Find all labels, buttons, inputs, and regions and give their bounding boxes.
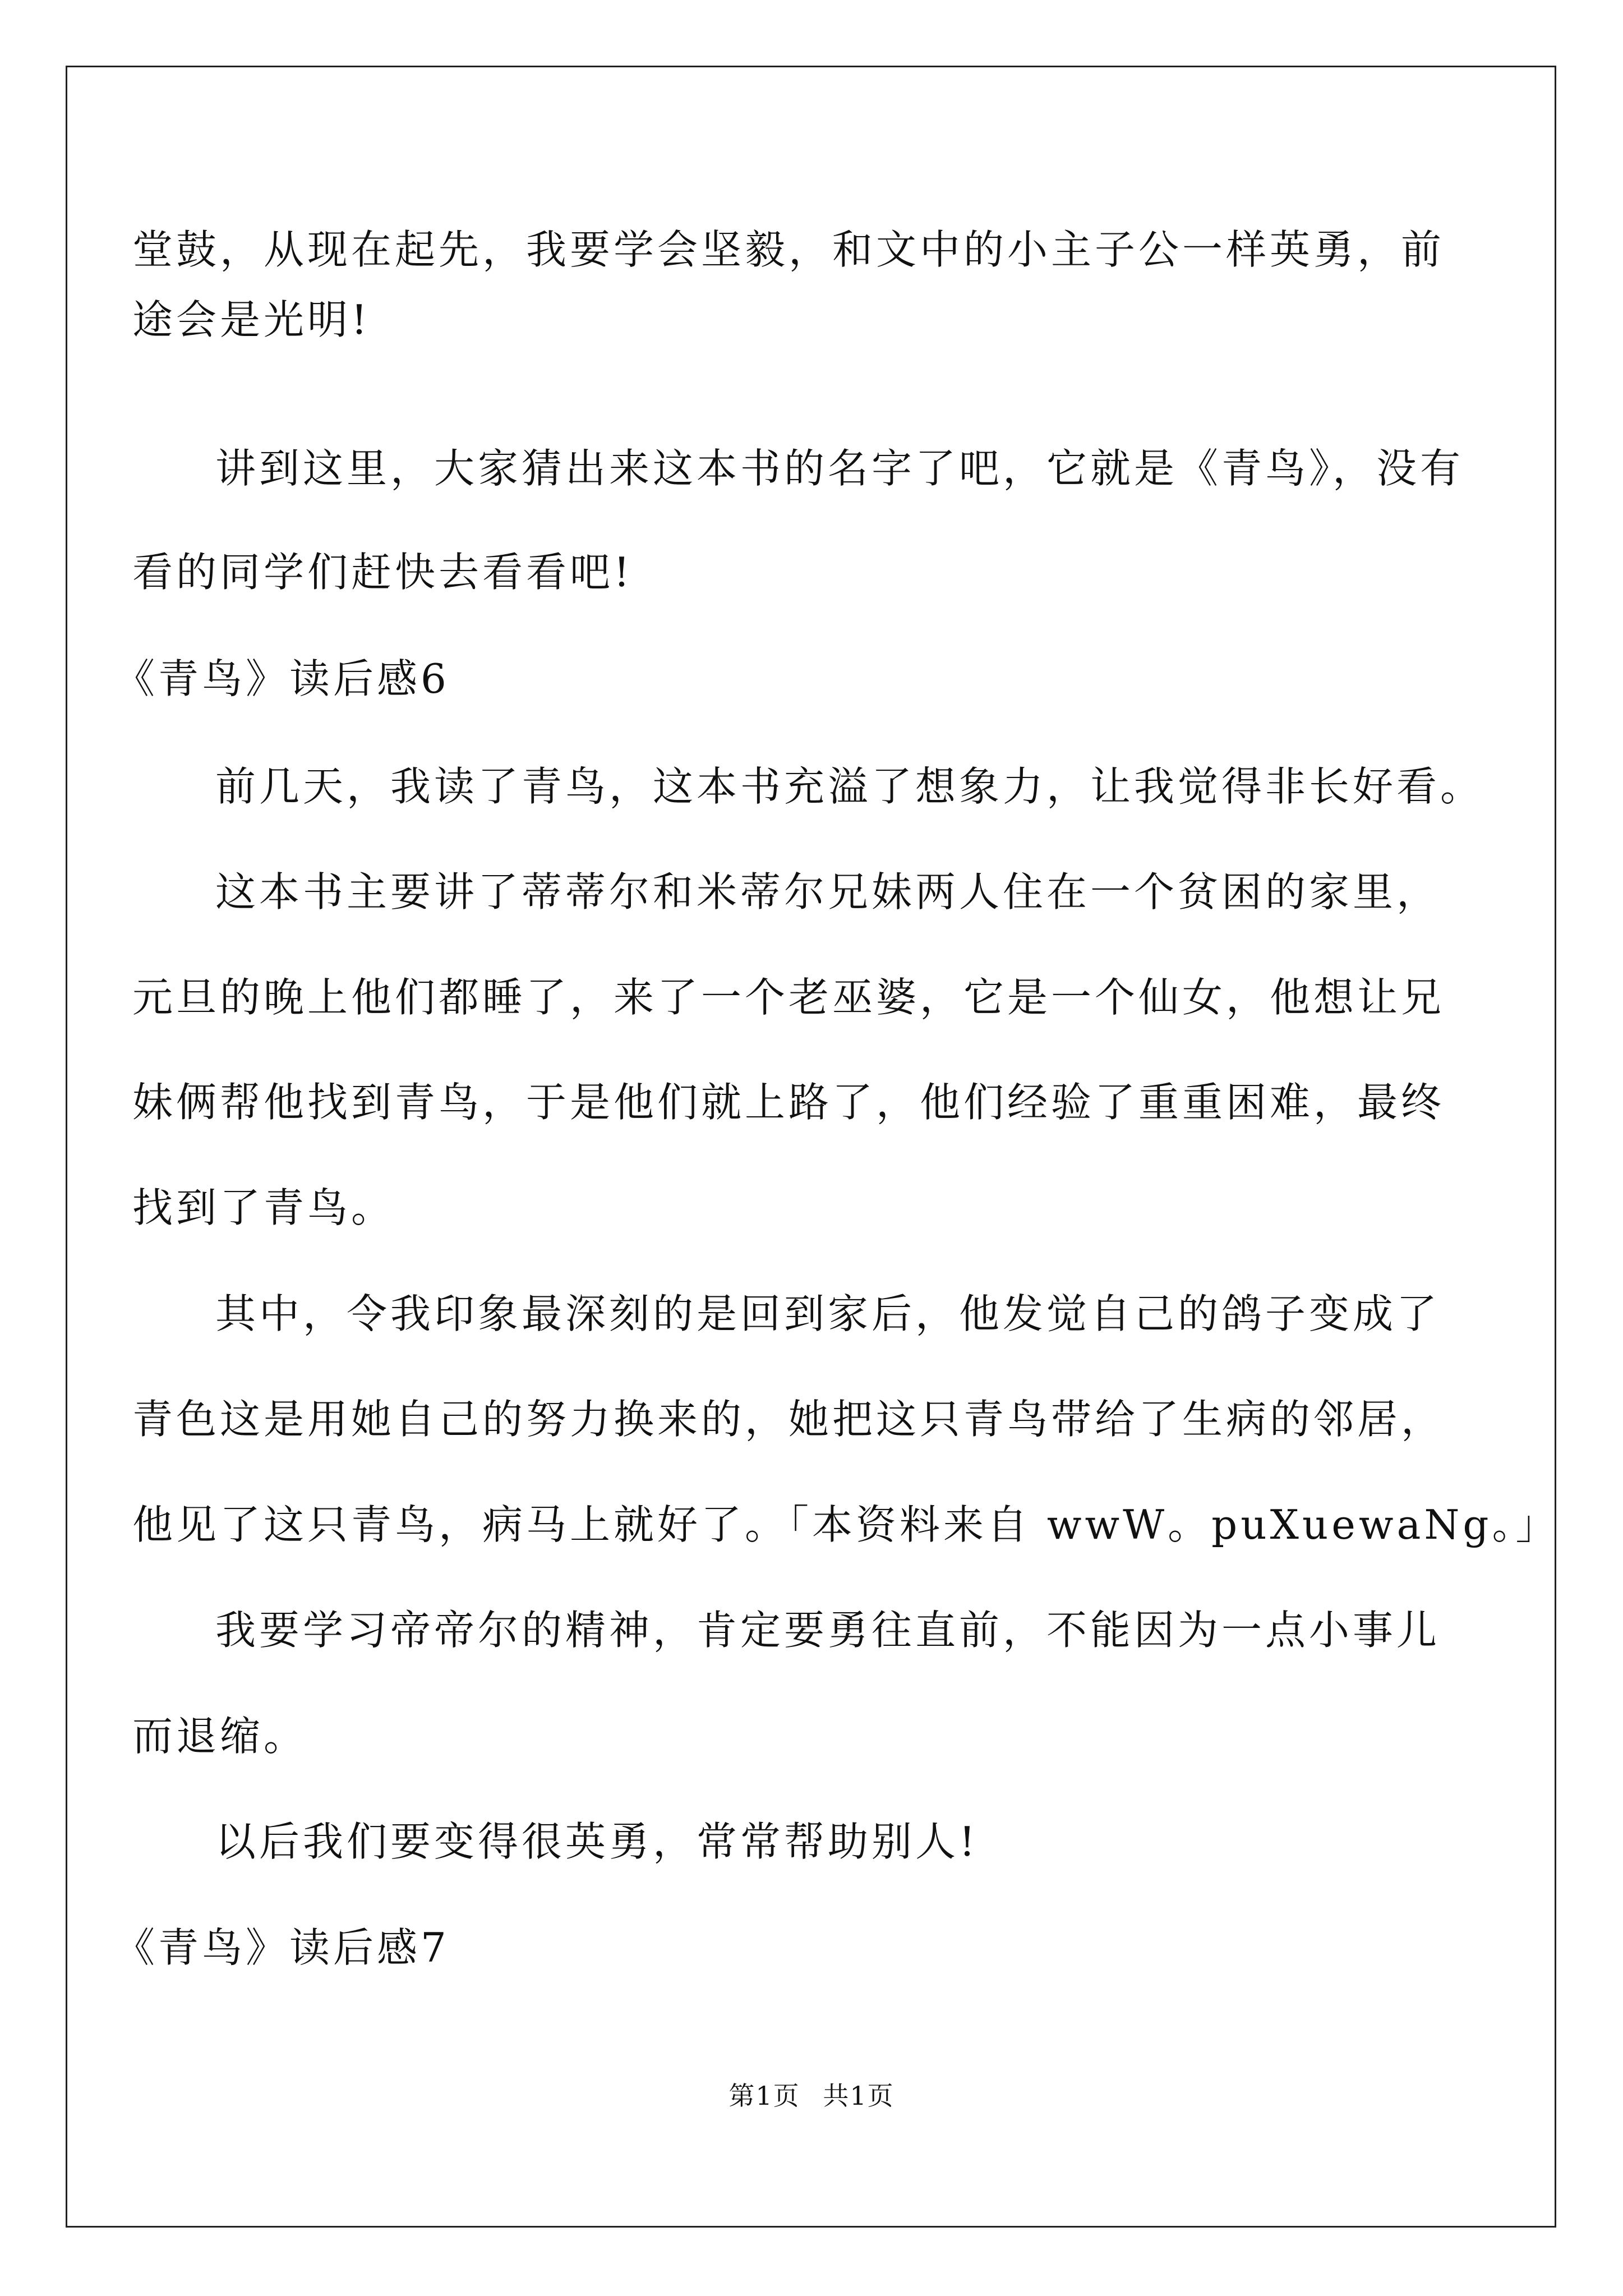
text-line: 他见了这只青鸟，病马上就好了。「本资料来自 wwW。puXuewaNg。」 [132,1501,1560,1548]
page-number: 第1页 [728,2081,800,2111]
paragraph-line: 前几天，我读了青鸟，这本书充溢了想象力，让我觉得非长好看。 [215,763,1484,810]
text-line: 堂鼓，从现在起先，我要学会坚毅，和文中的小主子公一样英勇，前 [132,226,1445,273]
text-line: 看的同学们赶快去看看吧! [132,549,633,596]
text-line: 而退缩。 [132,1713,308,1760]
text-line: 元旦的晚上他们都睡了，来了一个老巫婆，它是一个仙女，他想让兄 [132,974,1445,1021]
text-line: 青色这是用她自己的努力换来的，她把这只青鸟带给了生病的邻居， [132,1396,1445,1443]
section-heading: 《青鸟》读后感6 [114,655,450,702]
page-footer [0,2076,1623,2113]
paragraph-line: 讲到这里，大家猜出来这本书的名字了吧，它就是《青鸟》，没有 [215,445,1464,492]
document-body [114,0,1560,2165]
text-line: 途会是光明! [132,296,371,343]
paragraph-line: 其中，令我印象最深刻的是回到家后，他发觉自己的鸽子变成了 [215,1290,1441,1337]
paragraph-line: 这本书主要讲了蒂蒂尔和米蒂尔兄妹两人住在一个贫困的家里， [215,868,1441,915]
page-total: 共1页 [823,2081,895,2111]
text-line: 找到了青鸟。 [132,1184,395,1231]
text-line: 妹俩帮他找到青鸟，于是他们就上路了，他们经验了重重困难，最终 [132,1079,1445,1126]
section-heading: 《青鸟》读后感7 [114,1924,450,1971]
paragraph-line: 以后我们要变得很英勇，常常帮助别人! [215,1818,979,1865]
paragraph-line: 我要学习帝帝尔的精神，肯定要勇往直前，不能因为一点小事儿 [215,1607,1441,1654]
